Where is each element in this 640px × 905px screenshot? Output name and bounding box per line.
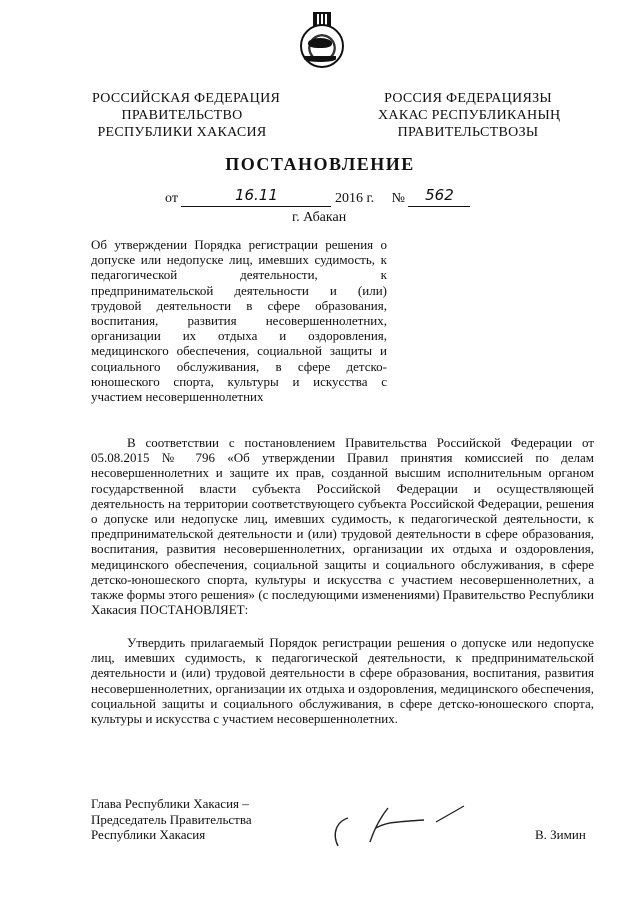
signatory-title-line: Глава Республики Хакасия – <box>91 796 249 811</box>
header-left-line: ПРАВИТЕЛЬСТВО <box>121 108 243 123</box>
signatory-title <box>91 796 252 843</box>
resolution-paragraph: Утвердить прилагаемый Порядок регистрации решения о допуске или недопуске лиц, имевших судимость, к педагогической деятельности, к предпринимательской деятельности и (или) трудовой деятельности в сфере образования, воспитания, развития несовершеннолетних, организации их отдыха и оздоровления, медицинского обеспечения, социальной защиты и социального обслуживания, в сфере детско-юношеского спорта, культуры и искусства с участием несовершеннолетних. <box>91 635 594 727</box>
coat-of-arms-emblem <box>298 12 344 68</box>
signatory-name: В. Зимин <box>535 827 586 842</box>
emblem-bird-shape <box>308 38 332 48</box>
header-right-line: ХАКАС РЕСПУБЛИКАНЫҢ <box>378 108 561 123</box>
date-field <box>181 186 331 207</box>
date-prefix: от <box>165 191 178 206</box>
header-left <box>92 90 281 141</box>
handwritten-signature <box>326 800 476 856</box>
header-right <box>378 90 561 141</box>
preamble-paragraph: В соответствии с постановлением Правительства Российской Федерации от 05.08.2015 № 796 «Об утверждении Правил принятия комиссией по делам несовершеннолетних и защите их прав, созданной высшим исполнительным органом государственной власти субъекта Российской Федерации и осуществляющей деятельность на территории соответствующего субъекта Российской Федерации, решения о допуске или недопуске лиц, имевших судимость, к педагогической деятельности, к предпринимательской деятельности и (или) трудовой деятельности в сфере образования, воспитания, развития несовершеннолетних, организации их отдыха и оздоровления, медицинского обеспечения, социальной защиты и социального обслуживания, в сфере детско-юношеского спорта, культуры и искусства с участием несовершеннолетних, а также формы этого решения» (с последующими изменениями) Правительство Республики Хакасия ПОСТАНОВЛЯЕТ: <box>91 435 594 618</box>
number-sign: № <box>391 191 405 206</box>
document-title: ПОСТАНОВЛЕНИЕ <box>225 154 415 174</box>
header-right-line: ПРАВИТЕЛЬСТВОЗЫ <box>397 125 539 140</box>
handwritten-date: 16.11 <box>234 186 278 204</box>
handwritten-number: 562 <box>425 186 454 204</box>
document-subject: Об утверждении Порядка регистрации решения о допуске или недопуске лиц, имевших судимость, к педагогической деятельности, к предпринимательской деятельности и (или) трудовой деятельности в сфере образования, воспитания, развития несовершеннолетних, организации их отдыха и оздоровления, медицинского обеспечения, социальной защиты и социального обслуживания, в сфере детско-юношеского спорта, культуры и искусства с участием несовершеннолетних <box>91 237 387 405</box>
place-of-issue: г. Абакан <box>292 210 347 225</box>
emblem-base-shape <box>304 56 336 62</box>
date-line <box>165 186 470 207</box>
header-left-line: РЕСПУБЛИКИ ХАКАСИЯ <box>97 125 267 140</box>
header-left-line: РОССИЙСКАЯ ФЕДЕРАЦИЯ <box>92 91 281 106</box>
signatory-title-line: Республики Хакасия <box>91 827 206 842</box>
date-year: 2016 г. <box>334 191 375 206</box>
header-right-line: РОССИЯ ФЕДЕРАЦИЯЗЫ <box>384 91 552 106</box>
number-field <box>408 186 470 207</box>
signatory-title-line: Председатель Правительства <box>91 811 252 827</box>
